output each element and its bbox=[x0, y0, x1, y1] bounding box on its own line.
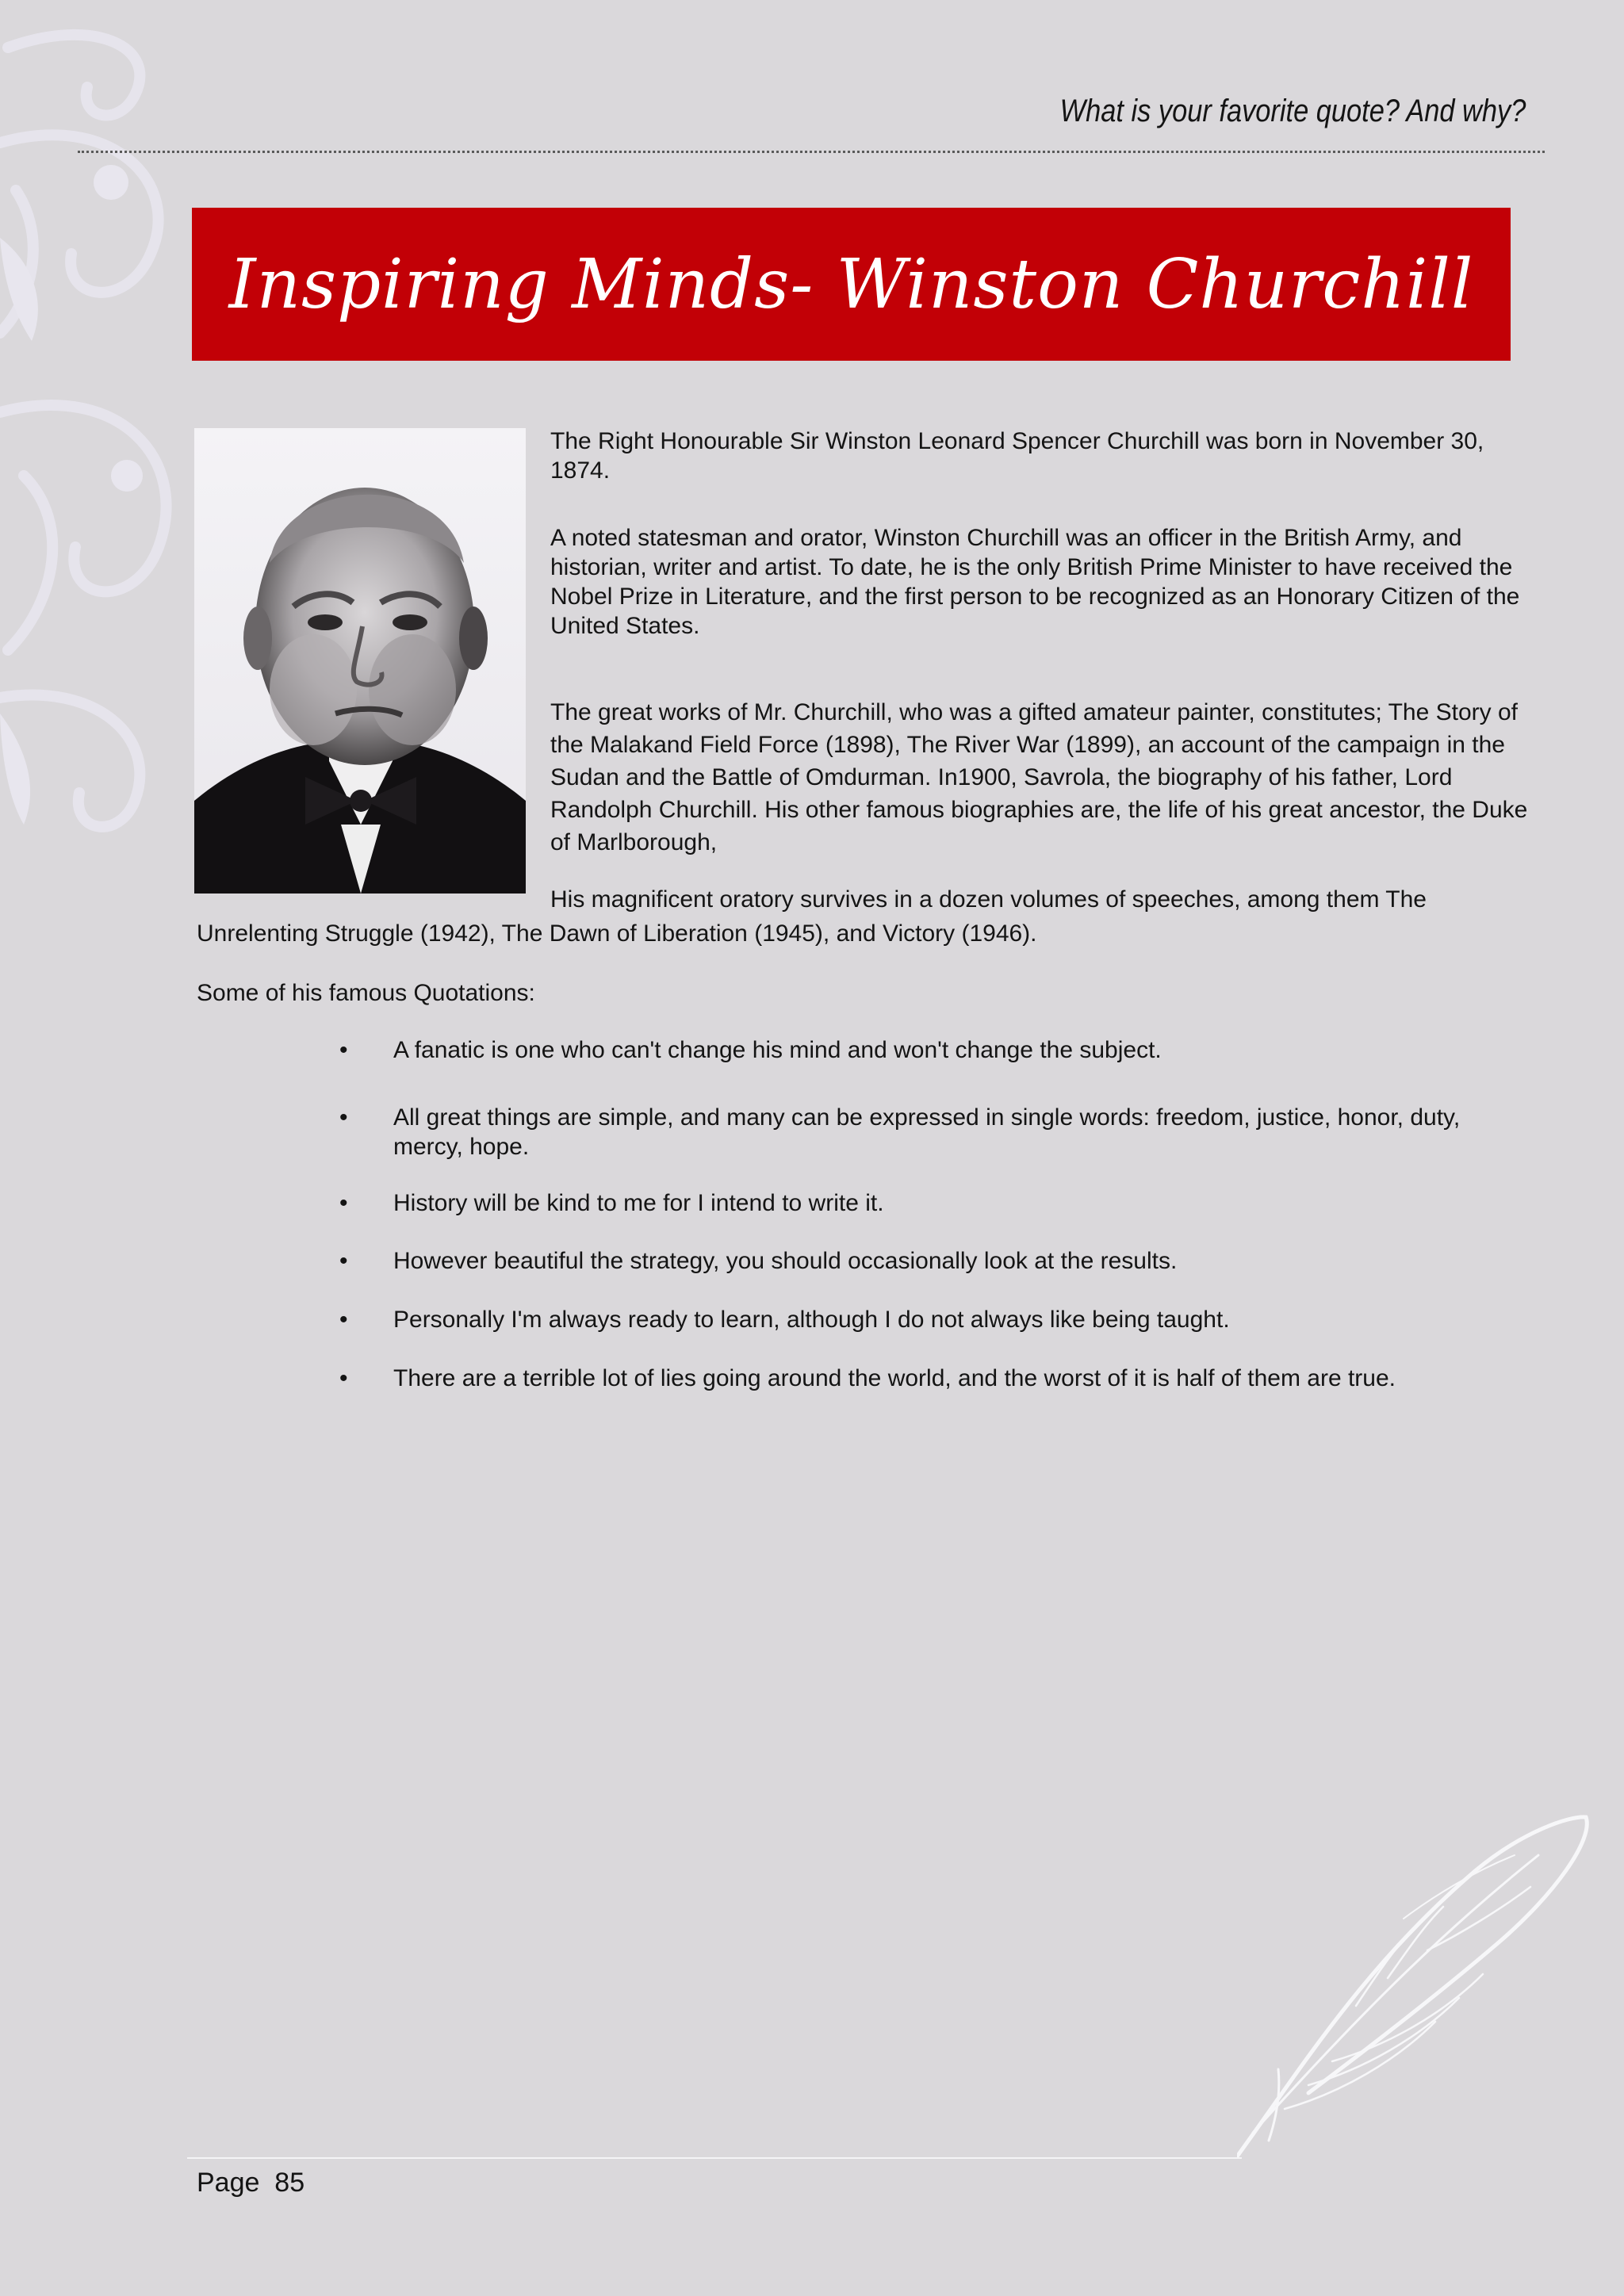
career-paragraph: A noted statesman and orator, Winston Churchill was an officer in the British Army, and historian, writer and artist. To date, he is the only British Prime Minister to have received the Nobel Prize in Literature, and the first person to be recognized as an Honorary Citizen of the United States. bbox=[550, 525, 1520, 639]
oratory-paragraph-line1: His magnificent oratory survives in a dozen volumes of speeches, among them The bbox=[550, 886, 1427, 913]
bullet-icon: • bbox=[339, 1104, 348, 1131]
portrait-illustration bbox=[194, 428, 526, 894]
quote-text: There are a terrible lot of lies going around the world, and the worst of it is half of them are true. bbox=[393, 1365, 1396, 1391]
bullet-icon: • bbox=[339, 1365, 348, 1391]
quote-text: All great things are simple, and many can be expressed in single words: freedom, justice, honor, duty, mercy, hope. bbox=[393, 1104, 1461, 1160]
bullet-icon: • bbox=[339, 1248, 348, 1274]
footer-divider bbox=[187, 2157, 1242, 2159]
header-question: What is your favorite quote? And why? bbox=[1059, 94, 1526, 128]
bullet-icon: • bbox=[339, 1307, 348, 1333]
quotes-heading: Some of his famous Quotations: bbox=[197, 980, 535, 1006]
banner-title: Inspiring Minds- Winston Churchill bbox=[228, 244, 1474, 324]
quote-text: History will be kind to me for I intend to write it. bbox=[393, 1190, 884, 1216]
bullet-icon: • bbox=[339, 1190, 348, 1216]
portrait-photo bbox=[194, 428, 526, 894]
bullet-icon: • bbox=[339, 1037, 348, 1063]
quote-text: However beautiful the strategy, you should occasionally look at the results. bbox=[393, 1248, 1178, 1274]
quote-text: Personally I'm always ready to learn, although I do not always like being taught. bbox=[393, 1307, 1230, 1333]
title-banner bbox=[192, 208, 1511, 361]
page-number: Page 85 bbox=[197, 2168, 305, 2198]
swirl-ornament-icon bbox=[0, 0, 206, 872]
header-divider bbox=[78, 151, 1545, 153]
works-paragraph: The great works of Mr. Churchill, who was a gifted amateur painter, constitutes; The Story of the Malakand Field Force (1898), The River War (1899), an account of the campaign in the Sudan and the Battle of Omdurman. In1900, Savrola, the biography of his father, Lord Randolph Churchill. His other famous biographies are, the life of his great ancestor, the Duke of Marlborough, bbox=[550, 699, 1528, 855]
quote-text: A fanatic is one who can't change his mind and won't change the subject. bbox=[393, 1037, 1162, 1063]
oratory-paragraph-line2: Unrelenting Struggle (1942), The Dawn of Liberation (1945), and Victory (1946). bbox=[197, 920, 1037, 947]
quill-icon bbox=[1237, 1808, 1602, 2164]
intro-paragraph: The Right Honourable Sir Winston Leonard Spencer Churchill was born in November 30, 1874. bbox=[550, 428, 1484, 484]
